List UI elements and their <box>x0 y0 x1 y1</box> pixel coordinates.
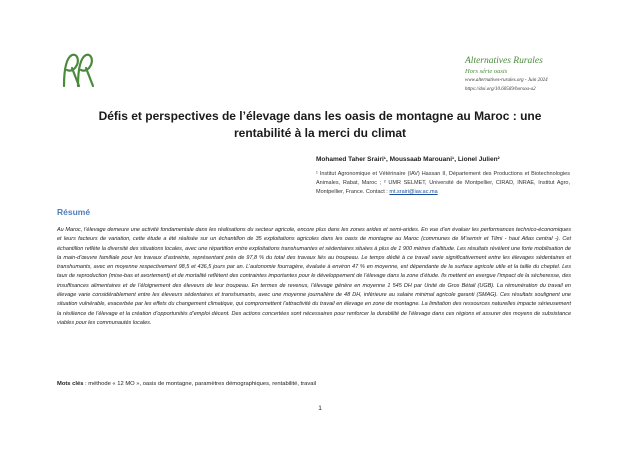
keywords <box>57 381 316 387</box>
journal-issue: Hors série oasis <box>465 68 508 75</box>
abstract-text: Au Maroc, l’élevage demeure une activité fondamentale dans les réalisations du secteur agricole, encore plus dans les zones arides et semi-arides. En vue d’en évaluer les performances technico-économiques et leurs facteurs de variation, cette étude a été réalisée sur un échantillon de 35 exploitations agricoles dans les oasis de montagne au Maroc (communes de M’semrir et Tilmi - haut Atlas central -). Cet échantillon reflète la diversité des situations locales, avec une répartition entre exploitations transhumantes et sédentaires situées à plus de 1 900 mètres d’altitude. Les résultats révèlent une forte mobilisation de la main-d’œuvre familiale pour les travaux d’astreinte, représentant près de 97,8 % du total des travaux liés au troupeau. Le temps dédié à ce travail varie significativement entre les élevages sédentaires et transhumants, avec en moyenne respectivement 98,5 et 436,5 jours par an. L’autonomie fourragère, évaluée à environ 47 % en moyenne, est dépendante de la surface agricole utile et la taille du cheptel. Les taux de reproduction (mise-bas et avortement) et de mortalité reflètent des contraintes importantes pour le développement de l’élevage dans la zone d’étude. Ils mettent en exergue l’impact de la sécheresse, des insuffisances alimentaires et de l’éloignement des éleveurs de leur troupeau. En termes de revenus, l’élevage génère en moyenne 1 545 DH par Unité de Gros Bétail (UGB). La rémunération du travail en élevage varie considérablement entre les éleveurs sédentaires et transhumants, avec une moyenne journalière de 48 DH, inférieure au salaire minimal agricole garanti (SMAG). Ces résultats soulignent une situation vulnérable, exacerbée par les effets du changement climatique, qui compromettent l’attractivité du travail en élevage en zone de montagne. La limitation des ressources naturelles impacte sérieusement la résilience de l’élevage et la création d’opportunités d’emploi décent. Des actions concertées sont nécessaires pour renforcer la durabilité de l’élevage dans ces régions et assurer des moyens de subsistance viables pour les communautés locales. <box>57 227 571 326</box>
section-heading-resume: Résumé <box>57 207 91 217</box>
keywords-label: Mots clés <box>57 381 84 387</box>
affiliations <box>316 170 570 197</box>
journal-website: www.alternatives-rurales.org - Juin 2024 <box>465 78 548 83</box>
contact-email-link[interactable]: mt.srairi@iav.ac.ma <box>389 189 438 195</box>
page-number: 1 <box>318 405 322 412</box>
journal-info <box>465 56 615 94</box>
journal-logo <box>58 50 98 90</box>
author-list: Mohamed Taher Srairi¹, Moussaab Marouani¹, Lionel Julien² <box>316 156 500 163</box>
keywords-text: : méthode « 12 MO », oasis de montagne, paramètres démographiques, rentabilité, travail <box>83 381 317 387</box>
affiliation-text: ¹ Institut Agronomique et Vétérinaire (IAV) Hassan II, Département des Productions et Biotechnologies Animales, Rabat, Maroc ; ² UMR SELMET, Université de Montpellier, CIRAD, INRAE, Institut Agro, Montpellier, France. Contact : <box>316 171 570 195</box>
journal-name: Alternatives Rurales <box>465 56 543 66</box>
journal-doi[interactable]: https://doi.org/10.60569/horsoa-a2 <box>465 87 536 92</box>
paper-title: Défis et perspectives de l’élevage dans les oasis de montagne au Maroc : une rentabilité à la merci du climat <box>98 109 542 140</box>
